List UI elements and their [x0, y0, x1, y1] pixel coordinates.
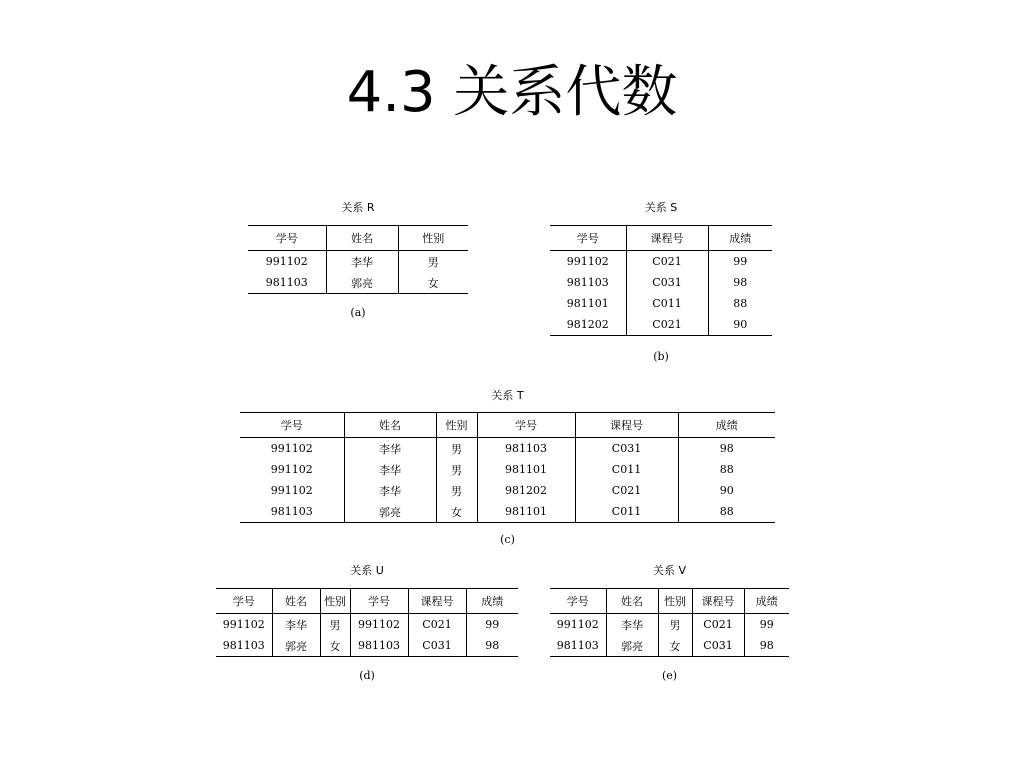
table-cell: 郭亮 [344, 501, 436, 523]
table-row [550, 635, 789, 657]
table-header-row [550, 589, 789, 614]
column-header: 性别 [658, 589, 692, 614]
table-row [216, 635, 518, 657]
table-cell: 李华 [344, 459, 436, 480]
table-relation-r [248, 225, 468, 294]
table-cell: 99 [466, 614, 518, 636]
table-cell: 981103 [350, 635, 408, 657]
table-cell: 男 [658, 614, 692, 636]
table-cell: 981103 [477, 438, 575, 460]
column-header: 课程号 [692, 589, 744, 614]
table-cell: 991102 [350, 614, 408, 636]
column-header: 性别 [436, 413, 477, 438]
table-cell: C011 [626, 293, 708, 314]
table-cell: 李华 [344, 480, 436, 501]
table-cell: 88 [678, 459, 775, 480]
table-relation-t [240, 412, 775, 523]
column-header: 课程号 [575, 413, 678, 438]
label-d: (d) [359, 669, 375, 682]
label-e: (e) [661, 669, 678, 682]
table-cell: C031 [575, 438, 678, 460]
table-cell: C021 [408, 614, 466, 636]
column-header: 学号 [240, 413, 344, 438]
table-row [240, 459, 775, 480]
table-cell: 男 [436, 438, 477, 460]
table-cell: 99 [708, 251, 772, 273]
table-cell: C031 [408, 635, 466, 657]
table-cell: 李华 [344, 438, 436, 460]
table-cell: 981103 [265, 276, 308, 289]
caption-relation-u: 关系 U [350, 564, 384, 577]
table-cell: 88 [678, 501, 775, 523]
table-cell: 991102 [270, 484, 313, 497]
table-row [248, 251, 468, 273]
table-cell: 98 [708, 272, 772, 293]
table-cell: 男 [436, 459, 477, 480]
table-row [248, 272, 468, 294]
table-cell: C011 [575, 459, 678, 480]
column-header: 学号 [216, 589, 272, 614]
table-cell: C021 [626, 314, 708, 336]
label-a: (a) [350, 306, 366, 319]
table-cell: 991102 [270, 463, 313, 476]
column-header: 学号 [477, 413, 575, 438]
column-header: 姓名 [344, 413, 436, 438]
column-header: 课程号 [408, 589, 466, 614]
table-cell: 981101 [477, 501, 575, 523]
column-header: 课程号 [626, 226, 708, 251]
table-cell: 981202 [566, 318, 609, 331]
table-row [216, 614, 518, 636]
table-cell: C021 [626, 251, 708, 273]
table-cell: 88 [708, 293, 772, 314]
table-cell: 郭亮 [606, 635, 658, 657]
table-cell: 90 [708, 314, 772, 336]
table-row [550, 251, 772, 273]
table-cell: C021 [575, 480, 678, 501]
table-cell: 李华 [272, 614, 320, 636]
column-header: 学号 [550, 589, 606, 614]
table-row [550, 314, 772, 336]
table-cell: 991102 [222, 618, 265, 631]
table-cell: 男 [320, 614, 350, 636]
table-relation-v [550, 588, 789, 657]
table-cell: 98 [466, 635, 518, 657]
table-cell: 981103 [270, 505, 313, 518]
column-header: 姓名 [606, 589, 658, 614]
table-cell: 郭亮 [272, 635, 320, 657]
column-header: 性别 [320, 589, 350, 614]
table-cell: 981101 [566, 297, 609, 310]
table-cell: 李华 [606, 614, 658, 636]
table-cell: C031 [692, 635, 744, 657]
table-cell: 981202 [477, 480, 575, 501]
column-header: 成绩 [744, 589, 789, 614]
table-cell: C011 [575, 501, 678, 523]
table-cell: 99 [744, 614, 789, 636]
table-cell: C021 [692, 614, 744, 636]
table-cell: C031 [626, 272, 708, 293]
column-header: 学号 [550, 226, 626, 251]
table-header-row [550, 226, 772, 251]
table-header-row [248, 226, 468, 251]
table-row [550, 614, 789, 636]
table-cell: 女 [398, 272, 468, 294]
caption-relation-r: 关系 R [341, 201, 375, 214]
table-cell: 李华 [326, 251, 398, 273]
table-cell: 女 [320, 635, 350, 657]
label-c: (c) [500, 533, 515, 546]
table-cell: 981103 [556, 639, 599, 652]
table-relation-s [550, 225, 772, 336]
label-b: (b) [653, 350, 669, 363]
column-header: 成绩 [466, 589, 518, 614]
caption-relation-t: 关系 T [491, 389, 524, 402]
table-cell: 991102 [265, 255, 308, 268]
table-cell: 男 [436, 480, 477, 501]
table-cell: 981103 [222, 639, 265, 652]
table-header-row [240, 413, 775, 438]
table-row [240, 501, 775, 523]
caption-relation-v: 关系 V [652, 564, 687, 577]
table-row [240, 480, 775, 501]
table-cell: 981103 [566, 276, 609, 289]
table-cell: 981101 [477, 459, 575, 480]
caption-relation-s: 关系 S [644, 201, 678, 214]
table-row [550, 293, 772, 314]
column-header: 姓名 [326, 226, 398, 251]
slide-title: 4.3 关系代数 [346, 60, 678, 125]
table-cell: 女 [658, 635, 692, 657]
table-cell: 991102 [270, 442, 313, 455]
table-cell: 90 [678, 480, 775, 501]
table-cell: 男 [398, 251, 468, 273]
column-header: 成绩 [678, 413, 775, 438]
table-cell: 991102 [566, 255, 609, 268]
table-cell: 98 [744, 635, 789, 657]
column-header: 姓名 [272, 589, 320, 614]
column-header: 学号 [248, 226, 326, 251]
table-cell: 女 [436, 501, 477, 523]
column-header: 成绩 [708, 226, 772, 251]
column-header: 性别 [398, 226, 468, 251]
table-row [240, 438, 775, 460]
table-cell: 98 [678, 438, 775, 460]
table-header-row [216, 589, 518, 614]
column-header: 学号 [350, 589, 408, 614]
table-relation-u [216, 588, 518, 657]
table-row [550, 272, 772, 293]
table-cell: 郭亮 [326, 272, 398, 294]
table-cell: 991102 [556, 618, 599, 631]
